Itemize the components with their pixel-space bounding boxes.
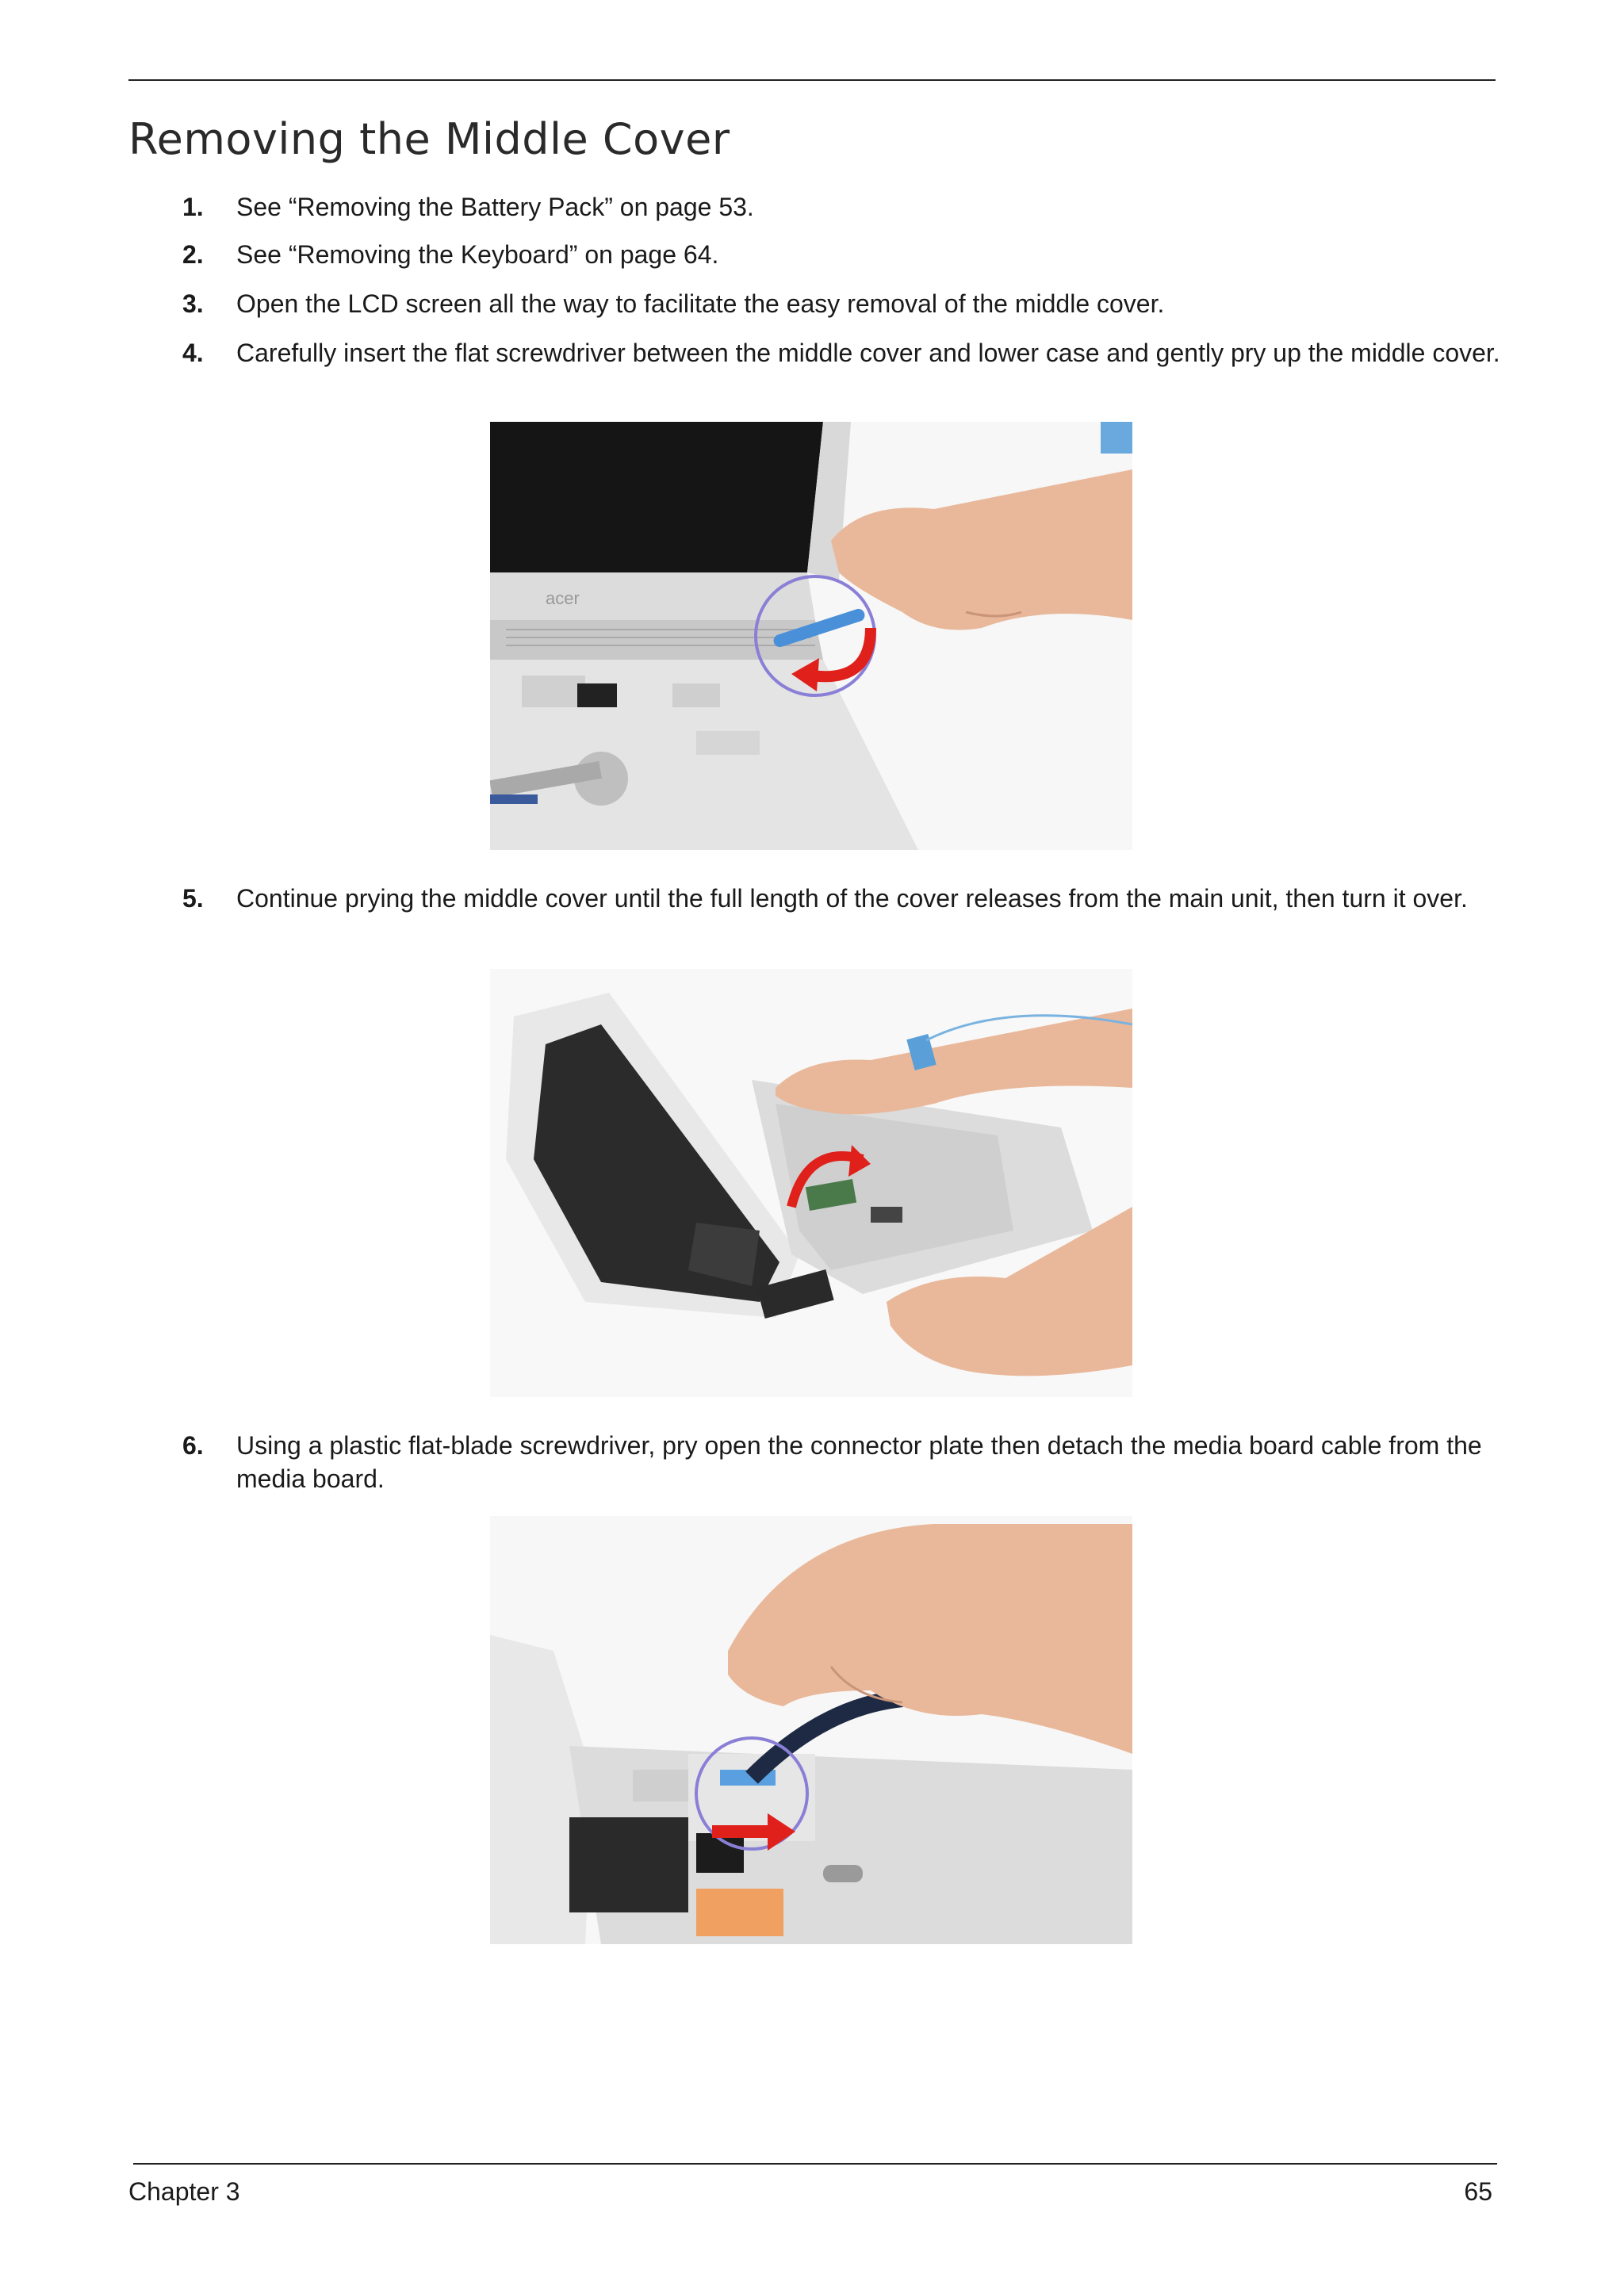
step-text: Open the LCD screen all the way to facilitate the easy removal of the middle cover. [236, 289, 1165, 318]
step-number: 4. [182, 339, 204, 367]
step-text: See “Removing the Battery Pack” on page 53. [236, 193, 754, 221]
photo-detach-media-board-cable [490, 1516, 1132, 1944]
photo-pry-middle-cover [490, 422, 1132, 850]
page-title: Removing the Middle Cover [128, 114, 730, 164]
page-number: 65 [1464, 2177, 1492, 2206]
step-number: 1. [182, 193, 204, 221]
footer-chapter: Chapter 3 [128, 2177, 240, 2206]
step-number: 2. [182, 240, 204, 269]
step-text: Continue prying the middle cover until the full length of the cover releases from the main unit, then turn it over. [236, 884, 1468, 913]
svg-text:acer: acer [546, 588, 580, 608]
step-number: 6. [182, 1431, 204, 1460]
step-number: 5. [182, 884, 204, 913]
header-rule [128, 79, 1496, 81]
step-text: Carefully insert the flat screwdriver between the middle cover and lower case and gently pry up the middle cover. [236, 339, 1500, 367]
step-number: 3. [182, 289, 204, 318]
step-text: Using a plastic flat-blade screwdriver, pry open the connector plate then detach the media board cable from the media board. [236, 1431, 1482, 1493]
footer-rule [133, 2163, 1497, 2165]
step-text: See “Removing the Keyboard” on page 64. [236, 240, 719, 269]
photo-release-middle-cover [490, 969, 1132, 1397]
